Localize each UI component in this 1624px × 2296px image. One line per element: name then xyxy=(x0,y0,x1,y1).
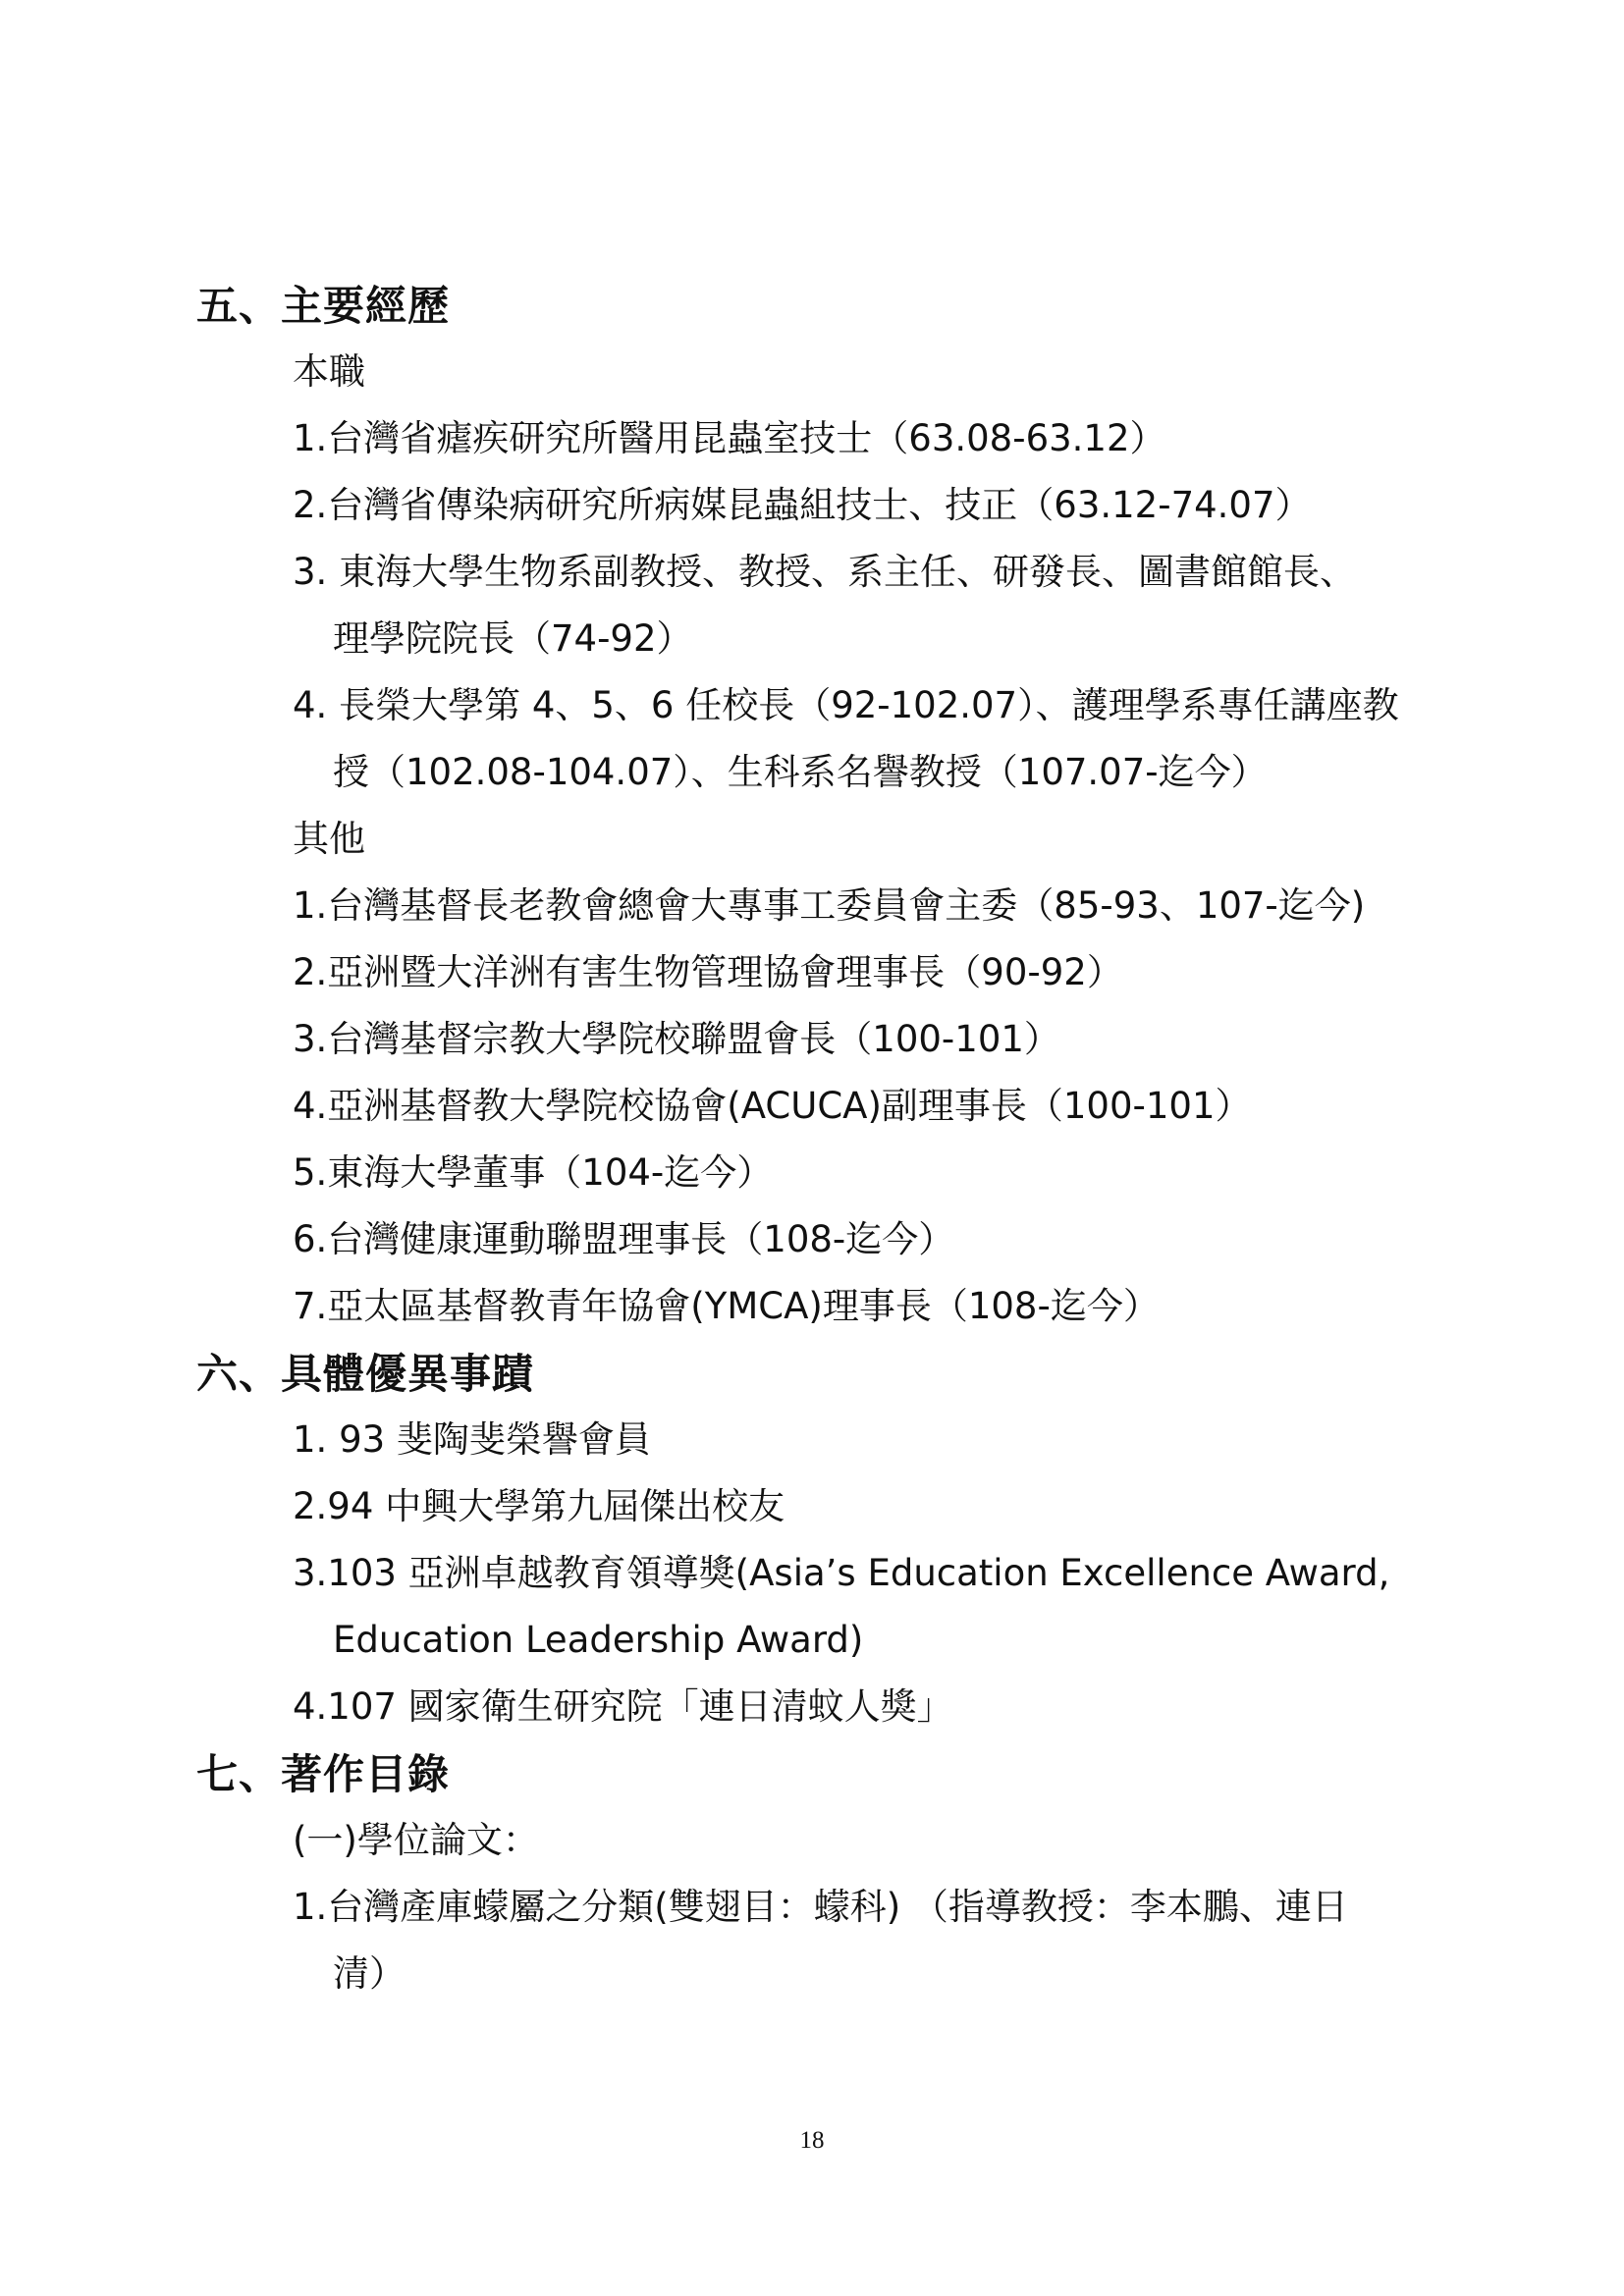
section-heading: 七、著作目錄 xyxy=(196,1750,451,1798)
list-item: 6.台灣健康運動聯盟理事長（108-迄今） xyxy=(293,1218,955,1260)
list-item: 4. 長榮大學第 4、5、6 任校長（92-102.07）、護理學系專任講座教 xyxy=(293,684,1399,726)
list-item: 2.台灣省傳染病研究所病媒昆蟲組技士、技正（63.12-74.07） xyxy=(293,484,1312,526)
section-heading: 五、主要經歷 xyxy=(196,282,451,330)
page-number: 18 xyxy=(799,2127,825,2154)
subheading-other: 其他 xyxy=(293,818,365,860)
section-heading: 六、具體優異事蹟 xyxy=(196,1350,535,1398)
list-item: 1. 93 斐陶斐榮譽會員 xyxy=(293,1418,651,1461)
list-item-continuation: 清） xyxy=(333,1952,406,1995)
list-item: 1.台灣省瘧疾研究所醫用昆蟲室技士（63.08-63.12） xyxy=(293,417,1166,459)
list-item: 2.94 中興大學第九屆傑出校友 xyxy=(293,1485,785,1527)
list-item: 2.亞洲暨大洋洲有害生物管理協會理事長（90-92） xyxy=(293,951,1123,993)
list-item: 3.台灣基督宗教大學院校聯盟會長（100-101） xyxy=(293,1018,1060,1060)
list-item-continuation: Education Leadership Award) xyxy=(333,1619,864,1661)
subheading-current-position: 本職 xyxy=(293,350,365,393)
list-item: 1.台灣產庫蠓屬之分類(雙翅目：蠓科) （指導教授：李本鵬、連日 xyxy=(293,1886,1348,1928)
list-item: 7.亞太區基督教青年協會(YMCA)理事長（108-迄今） xyxy=(293,1285,1160,1327)
list-item: 3.103 亞洲卓越教育領導獎(Asia’s Education Excellence Award, xyxy=(293,1552,1390,1594)
list-item-continuation: 理學院院長（74-92） xyxy=(333,617,693,660)
list-item: 5.東海大學董事（104-迄今） xyxy=(293,1151,774,1194)
list-item-continuation: 授（102.08-104.07）、生科系名譽教授（107.07-迄今） xyxy=(333,751,1268,793)
subheading-thesis: (一)學位論文： xyxy=(293,1819,539,1861)
list-item: 1.台灣基督長老教會總會大專事工委員會主委（85-93、107-迄今) xyxy=(293,884,1366,927)
list-item: 4.亞洲基督教大學院校協會(ACUCA)副理事長（100-101） xyxy=(293,1085,1252,1127)
list-item: 4.107 國家衛生研究院「連日清蚊人獎」 xyxy=(293,1685,953,1728)
list-item: 3. 東海大學生物系副教授、教授、系主任、研發長、圖書館館長、 xyxy=(293,551,1357,593)
